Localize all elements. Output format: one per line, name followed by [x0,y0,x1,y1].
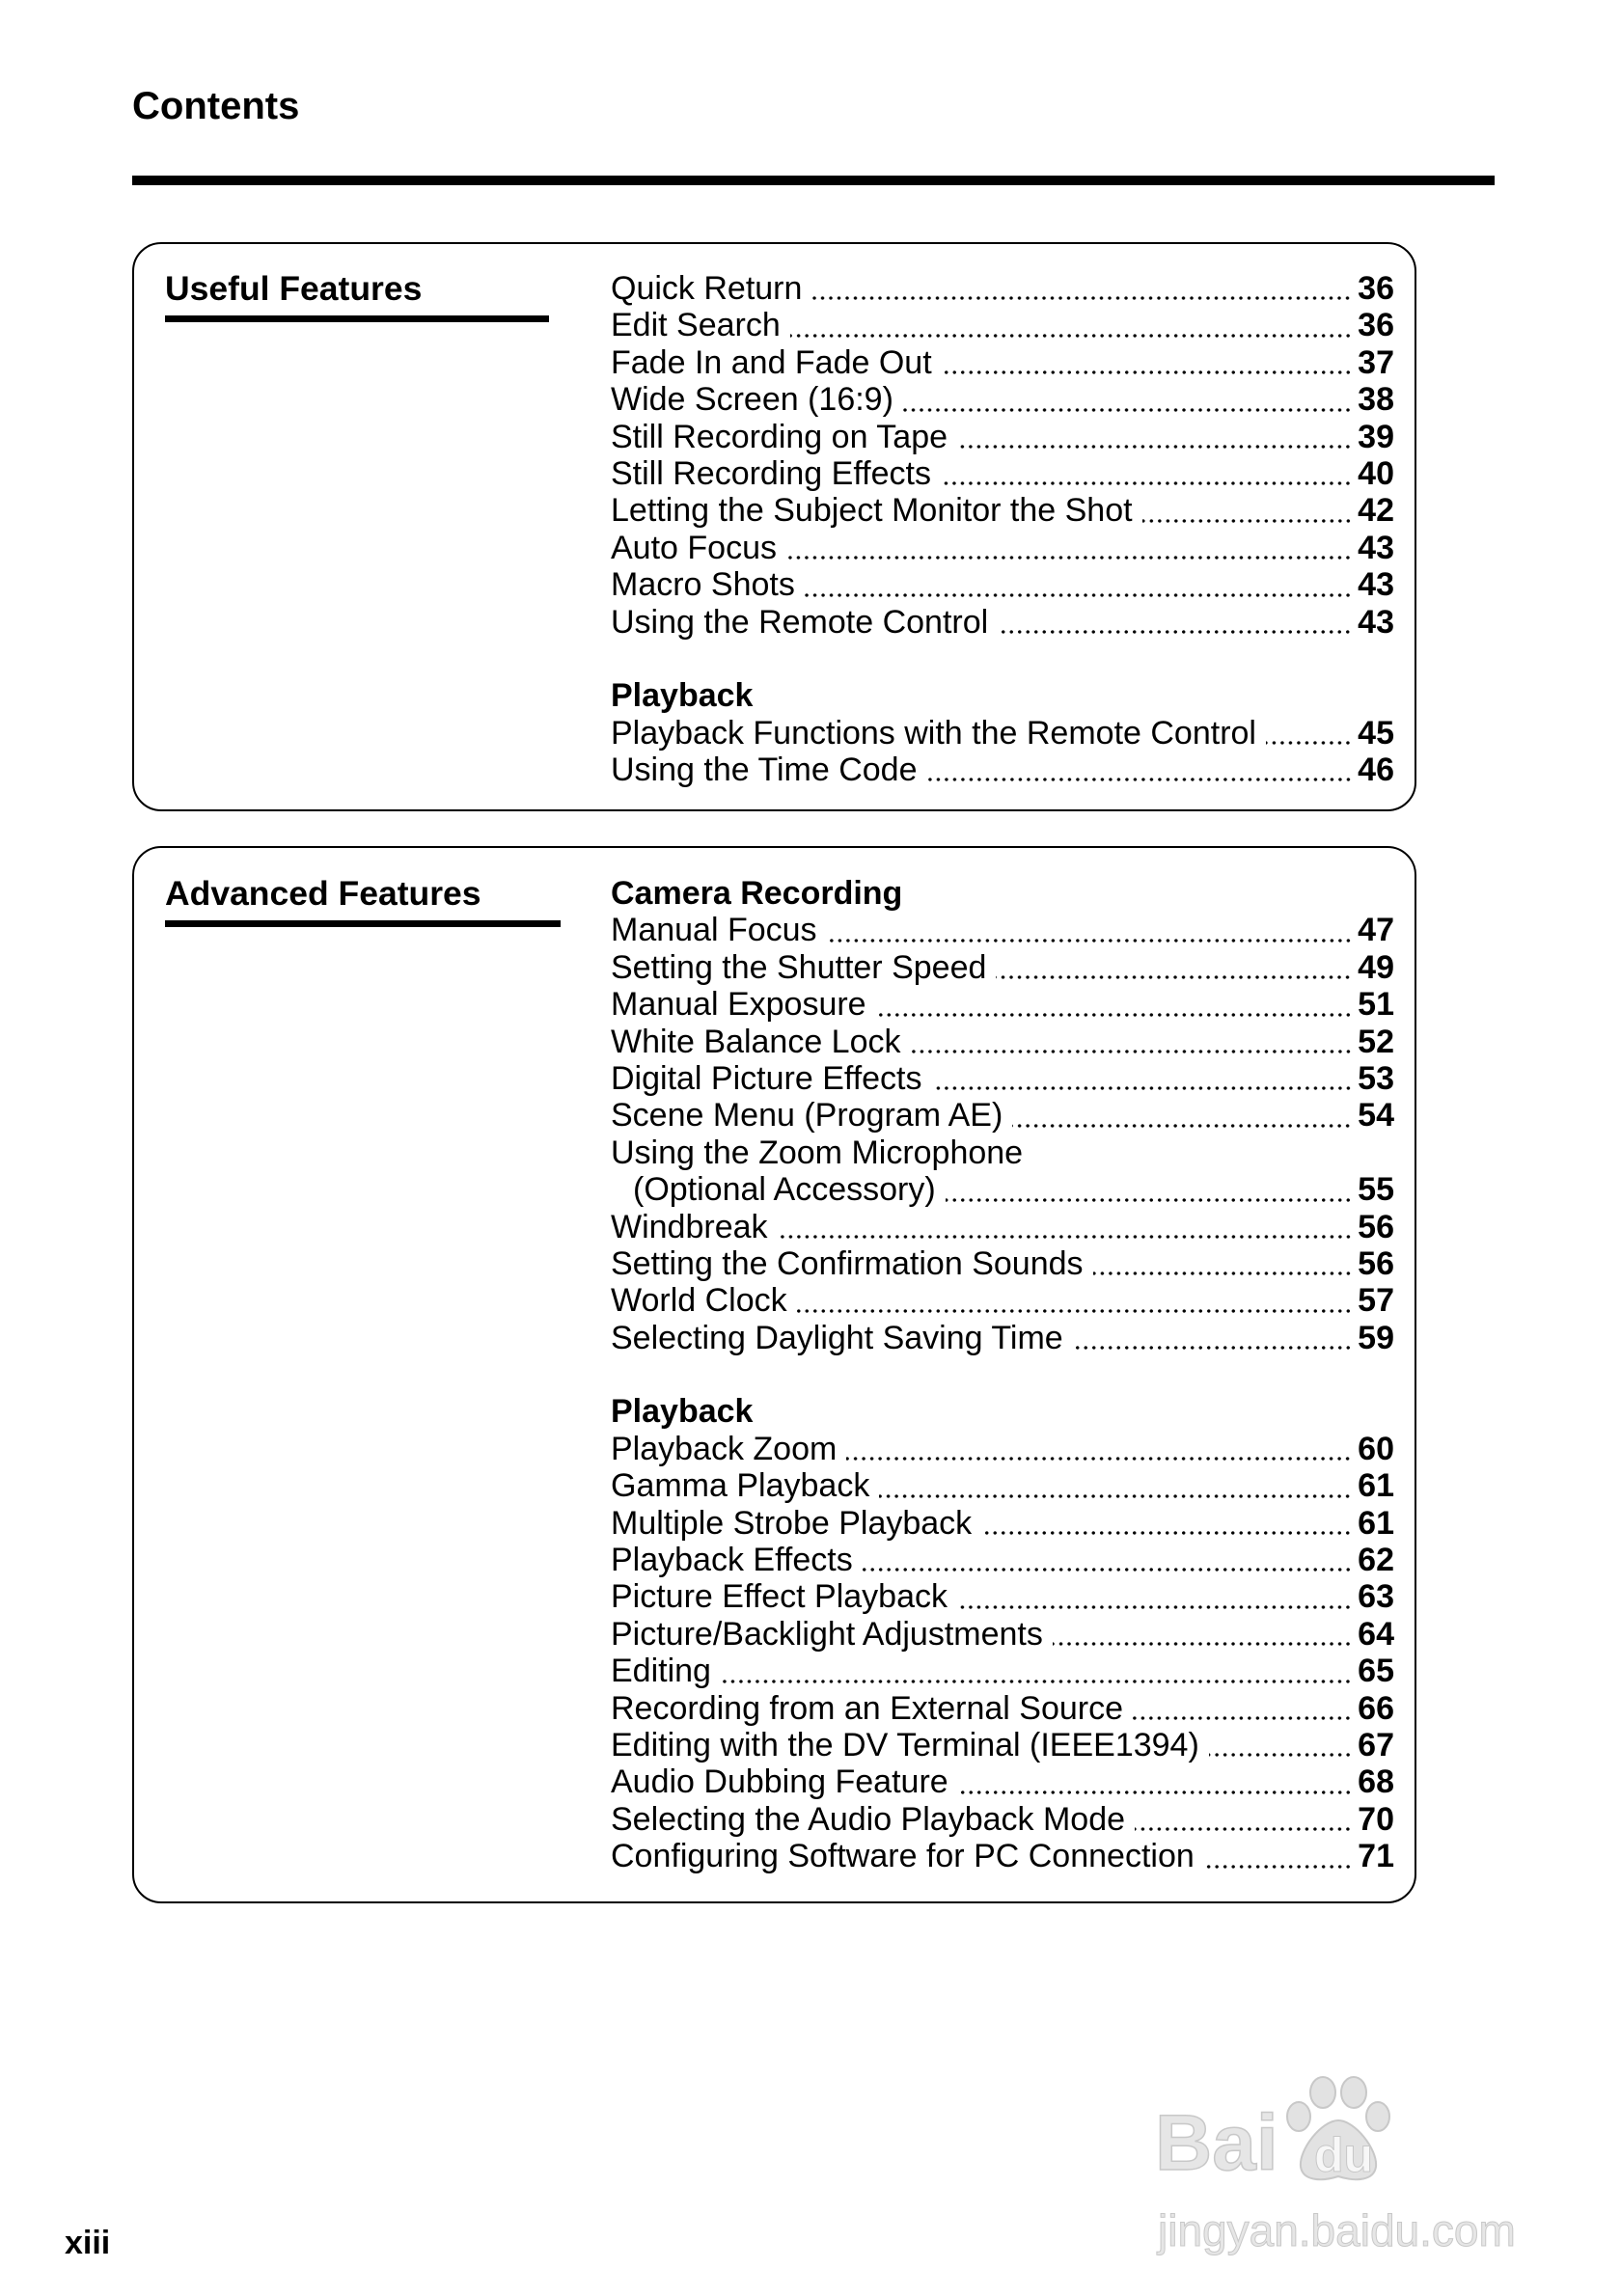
entry-page-number: 39 [1358,418,1394,455]
entry-title: Wide Screen (16:9) [611,381,893,419]
dot-leader [879,1467,1352,1504]
entry-page-number: 57 [1358,1282,1394,1320]
group-spacer [611,641,1394,677]
entry-title: Setting the Shutter Speed [611,948,987,986]
toc-list-advanced-features [611,875,1394,1875]
toc-entry [611,1763,1394,1800]
toc-entry [611,307,1394,343]
entry-page-number: 71 [1358,1838,1394,1875]
entry-title: Still Recording Effects [611,454,931,492]
entry-title: Letting the Subject Monitor the Shot [611,492,1133,530]
entry-page-number: 68 [1358,1763,1394,1801]
dot-leader [1073,1320,1352,1356]
dot-leader [876,986,1353,1023]
entry-page-number: 42 [1358,492,1394,530]
entry-page-number: 59 [1358,1319,1394,1356]
entry-title: Selecting Daylight Saving Time [611,1319,1063,1356]
entry-page-number: 60 [1358,1430,1394,1467]
dot-leader [721,1653,1352,1689]
entry-title: Windbreak [611,1208,768,1245]
entry-page-number: 47 [1358,912,1394,949]
dot-leader [811,270,1352,307]
toc-entry [611,1838,1394,1874]
entry-page-number: 63 [1358,1578,1394,1616]
entry-title: Audio Dubbing Feature [611,1763,948,1801]
entry-page-number: 56 [1358,1208,1394,1245]
group-heading: Playback [611,677,754,715]
toc-entry [611,715,1394,752]
entry-title: Playback Functions with the Remote Control [611,714,1256,752]
dot-leader [1209,1727,1352,1763]
entry-page-number: 67 [1358,1726,1394,1763]
entry-page-number: 51 [1358,986,1394,1024]
toc-entry [611,530,1394,566]
toc-entry [611,949,1394,986]
entry-title-continuation: (Optional Accessory) [633,1171,936,1209]
dot-leader [827,912,1353,948]
entry-title: Playback Effects [611,1542,853,1579]
dot-leader [1142,492,1353,529]
entry-title: Configuring Software for PC Connection [611,1838,1195,1875]
group-spacer [611,1356,1394,1393]
entry-title: Editing [611,1653,711,1690]
dot-leader [1135,1801,1352,1838]
entry-title: Playback Zoom [611,1430,838,1467]
toc-entry [611,604,1394,641]
dot-leader [1053,1616,1352,1653]
section-heading-underline [165,920,561,927]
entry-title: Using the Time Code [611,752,918,789]
dot-leader [846,1431,1352,1467]
entry-page-number: 49 [1358,948,1394,986]
toc-entry [611,1209,1394,1245]
toc-entry [611,270,1394,307]
dot-leader [942,344,1353,381]
dot-leader [946,1171,1353,1208]
toc-entry [611,1801,1394,1838]
toc-entry [611,1690,1394,1727]
entry-page-number: 52 [1358,1023,1394,1060]
toc-list-useful-features [611,270,1394,788]
entry-title: Recording from an External Source [611,1689,1124,1727]
entry-title: Editing with the DV Terminal (IEEE1394) [611,1726,1199,1763]
entry-title: Multiple Strobe Playback [611,1504,973,1542]
entry-page-number: 46 [1358,752,1394,789]
entry-title: Manual Focus [611,912,817,949]
dot-leader [863,1542,1352,1578]
dot-leader [1266,715,1352,752]
entry-page-number: 40 [1358,454,1394,492]
entry-title: Picture Effect Playback [611,1578,948,1616]
entry-title: Picture/Backlight Adjustments [611,1615,1043,1653]
entry-page-number: 64 [1358,1615,1394,1653]
dot-leader [903,381,1352,418]
dot-leader [911,1024,1353,1060]
entry-page-number: 43 [1358,529,1394,566]
group-heading: Camera Recording [611,875,903,912]
section-heading-underline [165,315,549,322]
entry-page-number: 65 [1358,1653,1394,1690]
dot-leader [981,1505,1352,1542]
toc-entry [611,1505,1394,1542]
entry-title: Quick Return [611,270,803,307]
dot-leader [927,752,1353,788]
dot-leader [996,949,1352,986]
entry-page-number: 54 [1358,1097,1394,1134]
entry-page-number: 38 [1358,381,1394,419]
dot-leader [790,307,1352,343]
entry-page-number: 55 [1358,1171,1394,1209]
toc-entry [611,752,1394,788]
toc-entry [611,566,1394,603]
entry-title: World Clock [611,1282,787,1320]
toc-entry [611,1616,1394,1653]
watermark-logo-text: Bai [1155,2099,1278,2187]
entry-title: Using the Zoom Microphone [611,1134,1024,1171]
toc-entry [611,1653,1394,1689]
page-title: Contents [132,85,300,127]
entry-title: Selecting the Audio Playback Mode [611,1800,1126,1838]
dot-leader [1093,1245,1353,1282]
entry-page-number: 45 [1358,714,1394,752]
toc-entry [611,1060,1394,1097]
section-heading: Advanced Features [165,874,481,913]
toc-entry [611,1024,1394,1060]
entry-title: Setting the Confirmation Sounds [611,1244,1084,1282]
toc-entry [611,381,1394,418]
toc-entry [611,344,1394,381]
dot-leader [932,1060,1353,1097]
title-rule [132,176,1495,185]
entry-page-number: 43 [1358,566,1394,604]
group-heading: Playback [611,1393,754,1431]
toc-entry [611,1467,1394,1504]
section-heading: Useful Features [165,269,423,308]
entry-page-number: 61 [1358,1504,1394,1542]
entry-title: Still Recording on Tape [611,418,948,455]
toc-entry [611,1282,1394,1319]
dot-leader [797,1282,1353,1319]
dot-leader [958,1763,1352,1800]
toc-entry [611,1134,1394,1209]
dot-leader [778,1209,1353,1245]
entry-title: Using the Remote Control [611,603,989,641]
entry-page-number: 36 [1358,307,1394,344]
page-number: xiii [65,2225,111,2261]
toc-entry [611,1320,1394,1356]
dot-leader [786,530,1352,566]
entry-title: Edit Search [611,307,781,344]
entry-page-number: 56 [1358,1244,1394,1282]
entry-title: Scene Menu (Program AE) [611,1097,1003,1134]
dot-leader [941,455,1352,492]
dot-leader [957,419,1352,455]
entry-page-number: 36 [1358,270,1394,307]
toc-entry [611,1727,1394,1763]
dot-leader [805,566,1352,603]
entry-page-number: 61 [1358,1467,1394,1505]
entry-title: Digital Picture Effects [611,1059,922,1097]
toc-entry [611,1578,1394,1615]
toc-entry [611,986,1394,1023]
entry-title: White Balance Lock [611,1023,901,1060]
dot-leader [998,604,1352,641]
toc-entry [611,1542,1394,1578]
toc-entry [611,1245,1394,1282]
dot-leader [1133,1690,1352,1727]
entry-page-number: 37 [1358,343,1394,381]
toc-entry [611,455,1394,492]
entry-title: Auto Focus [611,529,777,566]
toc-entry [611,1097,1394,1134]
entry-page-number: 53 [1358,1059,1394,1097]
toc-entry [611,1431,1394,1467]
entry-title: Manual Exposure [611,986,866,1024]
entry-page-number: 62 [1358,1542,1394,1579]
dot-leader [1204,1838,1352,1874]
dot-leader [1012,1097,1352,1134]
entry-title: Fade In and Fade Out [611,343,932,381]
entry-continuation-line [611,1171,1394,1208]
entry-page-number: 66 [1358,1689,1394,1727]
entry-title: Macro Shots [611,566,795,604]
entry-page-number: 43 [1358,603,1394,641]
watermark-logo-text: du [1314,2128,1374,2182]
toc-entry [611,419,1394,455]
entry-title: Gamma Playback [611,1467,870,1505]
toc-entry [611,912,1394,948]
toc-entry [611,492,1394,529]
watermark-url: jingyan.baidu.com [1158,2205,1516,2255]
entry-page-number: 70 [1358,1800,1394,1838]
dot-leader [957,1578,1352,1615]
